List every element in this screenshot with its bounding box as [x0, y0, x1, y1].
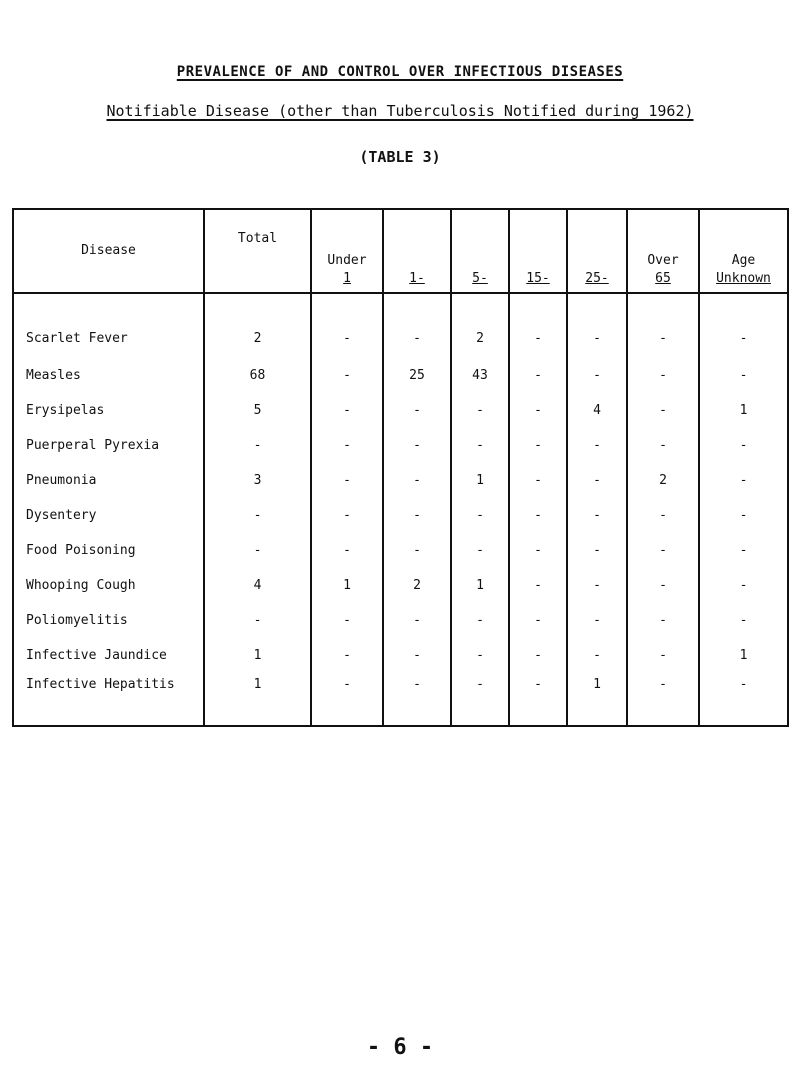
column-header	[13, 209, 204, 293]
column-header	[204, 209, 311, 293]
count-cell: -	[311, 393, 383, 428]
table-row	[13, 293, 788, 358]
document-title-text: PREVALENCE OF AND CONTROL OVER INFECTIOUS DISEASES	[176, 64, 624, 80]
count-cell: -	[311, 533, 383, 568]
count-cell: -	[627, 393, 699, 428]
count-cell: -	[699, 673, 788, 726]
notifiable-disease-table	[12, 208, 789, 727]
count-cell: -	[383, 293, 451, 358]
table-body	[13, 293, 788, 726]
count-cell: -	[451, 533, 509, 568]
column-header-line2: Unknown	[716, 271, 771, 286]
count-cell: 43	[451, 358, 509, 393]
document-title	[0, 64, 800, 80]
count-cell: 1	[567, 673, 627, 726]
count-cell: -	[311, 428, 383, 463]
count-cell: 1	[451, 463, 509, 498]
count-cell: -	[567, 533, 627, 568]
count-cell: -	[451, 638, 509, 673]
column-header-line2: 1-	[409, 271, 425, 286]
count-cell: -	[699, 428, 788, 463]
count-cell: -	[383, 533, 451, 568]
count-cell: 68	[204, 358, 311, 393]
count-cell: 3	[204, 463, 311, 498]
count-cell: -	[311, 638, 383, 673]
disease-name-cell: Infective Hepatitis	[13, 673, 204, 726]
count-cell: -	[383, 428, 451, 463]
count-cell: 1	[699, 393, 788, 428]
count-cell: -	[699, 603, 788, 638]
count-cell: -	[204, 428, 311, 463]
count-cell: -	[567, 638, 627, 673]
disease-name-cell: Pneumonia	[13, 463, 204, 498]
count-cell: 5	[204, 393, 311, 428]
disease-name-cell: Whooping Cough	[13, 568, 204, 603]
count-cell: -	[699, 293, 788, 358]
table-row	[13, 498, 788, 533]
count-cell: -	[383, 638, 451, 673]
count-cell: 4	[204, 568, 311, 603]
column-header-line2: 1	[343, 271, 351, 286]
column-header-line2: 25-	[585, 271, 609, 286]
count-cell: -	[451, 428, 509, 463]
count-cell: -	[567, 568, 627, 603]
document-subtitle-text: Notifiable Disease (other than Tuberculosis Notified during 1962)	[106, 102, 694, 120]
disease-name-cell: Poliomyelitis	[13, 603, 204, 638]
table-row	[13, 428, 788, 463]
count-cell: -	[204, 603, 311, 638]
disease-name-cell: Scarlet Fever	[13, 293, 204, 358]
count-cell: -	[311, 673, 383, 726]
column-header-line2: 5-	[472, 271, 488, 286]
disease-name-cell: Erysipelas	[13, 393, 204, 428]
table-row	[13, 533, 788, 568]
count-cell: -	[451, 603, 509, 638]
count-cell: -	[627, 638, 699, 673]
count-cell: -	[383, 498, 451, 533]
count-cell: 1	[204, 638, 311, 673]
table-row	[13, 603, 788, 638]
column-header-line1: Total	[237, 231, 278, 246]
count-cell: -	[627, 533, 699, 568]
column-header	[509, 209, 567, 293]
column-header-line2: 65	[655, 271, 671, 286]
column-header	[451, 209, 509, 293]
table-row	[13, 638, 788, 673]
count-cell: -	[509, 393, 567, 428]
count-cell: -	[311, 293, 383, 358]
count-cell: -	[699, 463, 788, 498]
column-header-line1: Age	[731, 253, 756, 268]
table-row	[13, 568, 788, 603]
count-cell: 1	[699, 638, 788, 673]
column-header	[311, 209, 383, 293]
count-cell: -	[567, 428, 627, 463]
count-cell: -	[567, 603, 627, 638]
disease-name-cell: Dysentery	[13, 498, 204, 533]
count-cell: -	[567, 463, 627, 498]
count-cell: 2	[204, 293, 311, 358]
count-cell: -	[204, 498, 311, 533]
count-cell: 2	[383, 568, 451, 603]
disease-name-cell: Infective Jaundice	[13, 638, 204, 673]
count-cell: -	[509, 638, 567, 673]
count-cell: -	[627, 358, 699, 393]
count-cell: -	[451, 393, 509, 428]
table-header	[13, 209, 788, 293]
count-cell: 2	[451, 293, 509, 358]
count-cell: -	[509, 603, 567, 638]
count-cell: 2	[627, 463, 699, 498]
table-reference: (TABLE 3)	[359, 148, 441, 166]
count-cell: -	[627, 673, 699, 726]
column-header-line1: Under	[327, 253, 367, 268]
count-cell: -	[699, 498, 788, 533]
count-cell: -	[383, 673, 451, 726]
count-cell: 1	[311, 568, 383, 603]
count-cell: -	[627, 428, 699, 463]
count-cell: -	[509, 498, 567, 533]
count-cell: 4	[567, 393, 627, 428]
disease-name-cell: Food Poisoning	[13, 533, 204, 568]
table-row	[13, 393, 788, 428]
count-cell: -	[383, 393, 451, 428]
count-cell: -	[383, 463, 451, 498]
count-cell: -	[204, 533, 311, 568]
count-cell: -	[509, 428, 567, 463]
disease-name-cell: Puerperal Pyrexia	[13, 428, 204, 463]
count-cell: -	[627, 293, 699, 358]
table-row	[13, 358, 788, 393]
count-cell: -	[311, 603, 383, 638]
count-cell: 1	[451, 568, 509, 603]
count-cell: 1	[204, 673, 311, 726]
table-row	[13, 673, 788, 726]
column-header	[699, 209, 788, 293]
header-row	[13, 209, 788, 293]
count-cell: -	[451, 498, 509, 533]
count-cell: -	[509, 293, 567, 358]
count-cell: -	[509, 568, 567, 603]
count-cell: -	[311, 358, 383, 393]
disease-name-cell: Measles	[13, 358, 204, 393]
count-cell: -	[627, 603, 699, 638]
table-row	[13, 463, 788, 498]
column-header-line1: Over	[647, 253, 679, 268]
count-cell: -	[509, 533, 567, 568]
count-cell: -	[699, 533, 788, 568]
count-cell: -	[509, 673, 567, 726]
column-header-line2: 15-	[526, 271, 550, 286]
column-header	[567, 209, 627, 293]
count-cell: -	[509, 358, 567, 393]
count-cell: -	[567, 358, 627, 393]
count-cell: -	[627, 568, 699, 603]
count-cell: -	[311, 498, 383, 533]
count-cell: -	[451, 673, 509, 726]
count-cell: -	[311, 463, 383, 498]
count-cell: -	[567, 498, 627, 533]
count-cell: -	[699, 358, 788, 393]
column-header	[383, 209, 451, 293]
page-number: - 6 -	[366, 1035, 434, 1060]
count-cell: -	[509, 463, 567, 498]
count-cell: -	[699, 568, 788, 603]
count-cell: 25	[383, 358, 451, 393]
count-cell: -	[567, 293, 627, 358]
column-header-line1: Disease	[81, 243, 136, 258]
count-cell: -	[627, 498, 699, 533]
column-header	[627, 209, 699, 293]
document-subtitle	[0, 102, 800, 120]
count-cell: -	[383, 603, 451, 638]
